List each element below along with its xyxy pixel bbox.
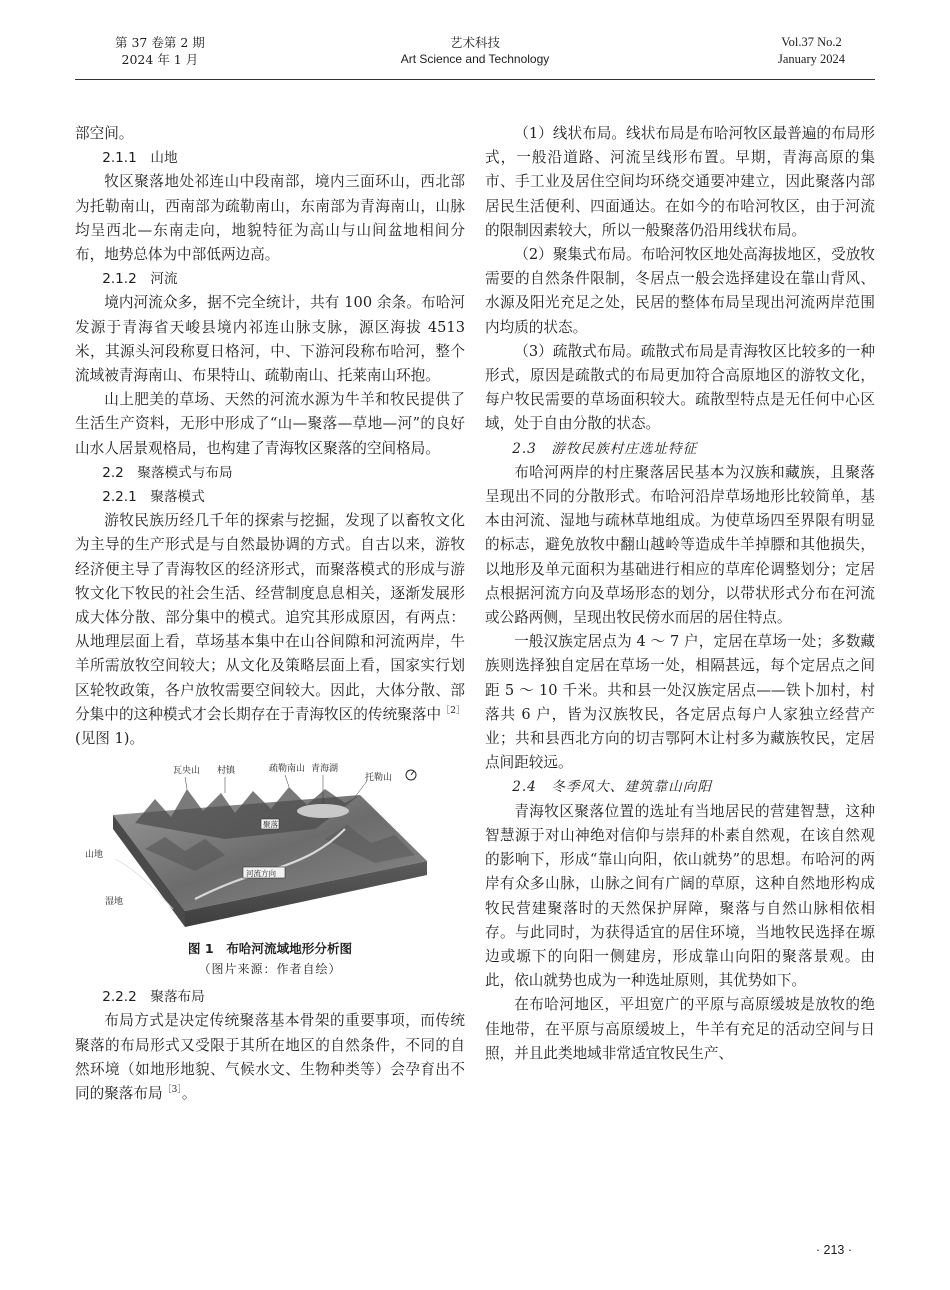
label-shandi: 山地	[85, 850, 104, 861]
label-wayangshan: 瓦央山	[173, 766, 201, 777]
label-shulenanshan: 疏勒南山	[269, 764, 306, 775]
paragraph: 山上肥美的草场、天然的河流水源为牛羊和牧民提供了生活生产资料，无形中形成了“山—聚落—草地—河”的良好山水人居景观格局，也构建了青海牧区聚落的空间格局。	[75, 391, 465, 457]
paragraph-text: 游牧民族历经几千年的探索与挖掘，发现了以畜牧文化为主导的生产形式是与自然最协调的方式。自古以来，游牧经济便主导了青海牧区的经济形式，而聚落模式的形成与游牧文化下牧民的社会生活、经营制度息息相关，逐渐发展形成大体分散、部分集中的模式。追究其形成原因，有两点：从地理层面上看，草场基本集中在山谷间隙和河流两岸，牛羊所需放牧空间较大；从文化及策略层面上看，国家实行划区轮牧政策，各户放牧需要空间较大。因此，大体分散、部分集中的这种模式才会长期存在于青海牧区的传统聚落中	[75, 512, 465, 723]
header-rule	[75, 79, 875, 80]
section-heading-2-1-2: 2.1.2 河流	[102, 271, 178, 288]
figure-caption: 图 1 布哈河流域地形分析图	[187, 941, 353, 957]
paragraph: 青海牧区聚落位置的选址有当地居民的营建智慧，这种智慧源于对山神绝对信仰与崇拜的朴素自然观，在该自然观的影响下，形成“靠山向阳，依山就势”的思想。布哈河的两岸有众多山脉，山脉之间有广阔的草原，这种自然地形构成牧民营建聚落时的天然保护屏障，聚落与自然山脉相依相存。与此同时，为获得适宜的居住环境，当地牧民选择在塬边或塬下的向阳一侧建房，形成靠山向阳的聚落景观。由此，依山就势也成为一种选址原则，其优势如下。	[485, 802, 875, 990]
section-heading-2-2-1: 2.2.1 聚落模式	[102, 489, 205, 506]
header-issue-en	[778, 34, 845, 68]
journal-header	[75, 34, 875, 76]
header-date: 2024 年 1 月	[121, 52, 199, 67]
paragraph: （2）聚集式布局。布哈河牧区地处高海拔地区，受放牧需要的自然条件限制，冬居点一般会选择建设在靠山背风、水源及阳光充足之处，民居的整体布局呈现出河流两岸范围内均质的状态。	[485, 246, 875, 336]
leader-line	[355, 781, 367, 797]
section-heading-2-2-2: 2.2.2 聚落布局	[102, 989, 205, 1006]
citation-ref[interactable]: ［3］	[162, 1085, 182, 1096]
citation-ref[interactable]: ［2］	[441, 706, 465, 717]
paragraph: 牧区聚落地处祁连山中段南部，境内三面环山，西北部为托勒南山，西南部为疏勒南山，东南部为青海南山，山脉均呈西北—东南走向，地貌特征为高山与山间盆地相间分布，地势总体为中部低两边高。	[75, 173, 465, 264]
left-column	[75, 122, 465, 1106]
label-shidi: 湿地	[105, 897, 124, 908]
paragraph: （3）疏散式布局。疏散式布局是青海牧区比较多的一种形式，原因是疏散式的布局更加符合高原地区的游牧文化，每户牧民需要的草场面积较大。疏散型特点是无任何中心区域，处于自由分散的状态。	[485, 342, 875, 433]
header-date-en: January 2024	[778, 52, 845, 66]
paragraph: 在布哈河地区，平坦宽广的平原与高原缓坡是放牧的绝佳地带，在平原与高原缓坡上，牛羊有充足的活动空间与日照，并且此类地域非常适宜牧民生产、	[485, 996, 875, 1062]
label-qinghaihu: 青海湖	[311, 764, 339, 775]
header-volume: 第 37 卷第 2 期	[115, 35, 205, 50]
paragraph: 部空间。	[75, 125, 134, 142]
label-tuolenanshan: 托勒山	[365, 773, 393, 784]
label-heliu: 河流方向	[246, 869, 276, 879]
lake-shape	[297, 804, 349, 818]
paragraph: 境内河流众多，据不完全统计，共有 100 余条。布哈河发源于青海省天峻县境内祁连山脉支脉，源区海拔 4513 米，其源头河段称夏日格河，中、下游河段称布哈河，整个流域被青海南山、布果特山、疏勒南山、托莱南山环抱。	[75, 294, 465, 385]
figure-1	[75, 759, 465, 979]
terrain-map-image	[75, 759, 465, 937]
figure-source: （图片来源：作者自绘）	[198, 962, 342, 977]
right-column	[485, 122, 875, 1066]
paragraph: 一般汉族定居点为 4 ～ 7 户，定居在草场一处；多数藏族则选择独自定居在草场一处，相隔甚远，每个定居点之间距 5 ～ 10 千米。共和县一处汉族定居点——铁卜加村，村落共 6 户，皆为汉族牧民，各定居点每户人家独立经营产业；共和县西北方向的切吉鄂阿木让村多为藏族牧民，定居点间距较远。	[485, 633, 875, 772]
label-cunzhen: 村镇	[217, 766, 236, 777]
paragraph-tail: 。	[181, 1085, 197, 1103]
header-volume-en: Vol.37 No.2	[781, 35, 842, 49]
paragraph: 布哈河两岸的村庄聚落居民基本为汉族和藏族，且聚落呈现出不同的分散形式。布哈河沿岸草场地形比较简单，基本由河流、湿地与疏林草地组成。为使草场四至界限有明显的标志，避免放牧中翻山越岭等造成牛羊掉膘和其他损失，以地形及单元面积为基础进行相应的草库伦调整划分；定居点根据河流方向及草场形态的划分，以带状形式分布在河流或公路两侧，呈现出牧民傍水而居的居住特点。	[485, 463, 875, 627]
header-journal	[75, 34, 875, 68]
section-heading-2-2: 2.2 聚落模式与布局	[102, 464, 233, 481]
paragraph	[75, 509, 465, 751]
paragraph-tail: (见图 1)。	[75, 730, 145, 748]
leader-line	[285, 775, 289, 787]
label-julu: 聚落	[263, 820, 278, 830]
compass-needle	[411, 771, 414, 775]
page-number: · 213 ·	[815, 1243, 852, 1257]
paragraph-text: 布局方式是决定传统聚落基本骨架的重要事项，而传统聚落的布局形式又受限于其所在地区的自然条件，不同的自然环境（如地形地貌、气候水文、生物种类等）会孕育出不同的聚落布局	[75, 1012, 465, 1103]
leader-line	[185, 777, 187, 789]
header-journal-cn: 艺术科技	[449, 35, 500, 50]
section-heading-2-3: 2.3 游牧民族村庄选址特征	[512, 440, 698, 457]
header-journal-en: Art Science and Technology	[400, 52, 550, 66]
section-heading-2-4: 2.4 冬季风大、建筑靠山向阳	[512, 779, 712, 796]
section-heading-2-1-1: 2.1.1 山地	[102, 150, 178, 167]
paragraph	[75, 1009, 465, 1106]
paragraph: （1）线状布局。线状布局是布哈河牧区最普遍的布局形式，一般沿道路、河流呈线形布置。早期，青海高原的集市、手工业及居住空间均环绕交通要冲建立，因此聚落内部居民生活便利、四面通达。在如今的布哈河牧区，由于河流的限制因素较大，所以一般聚落仍沿用线状布局。	[485, 125, 875, 239]
